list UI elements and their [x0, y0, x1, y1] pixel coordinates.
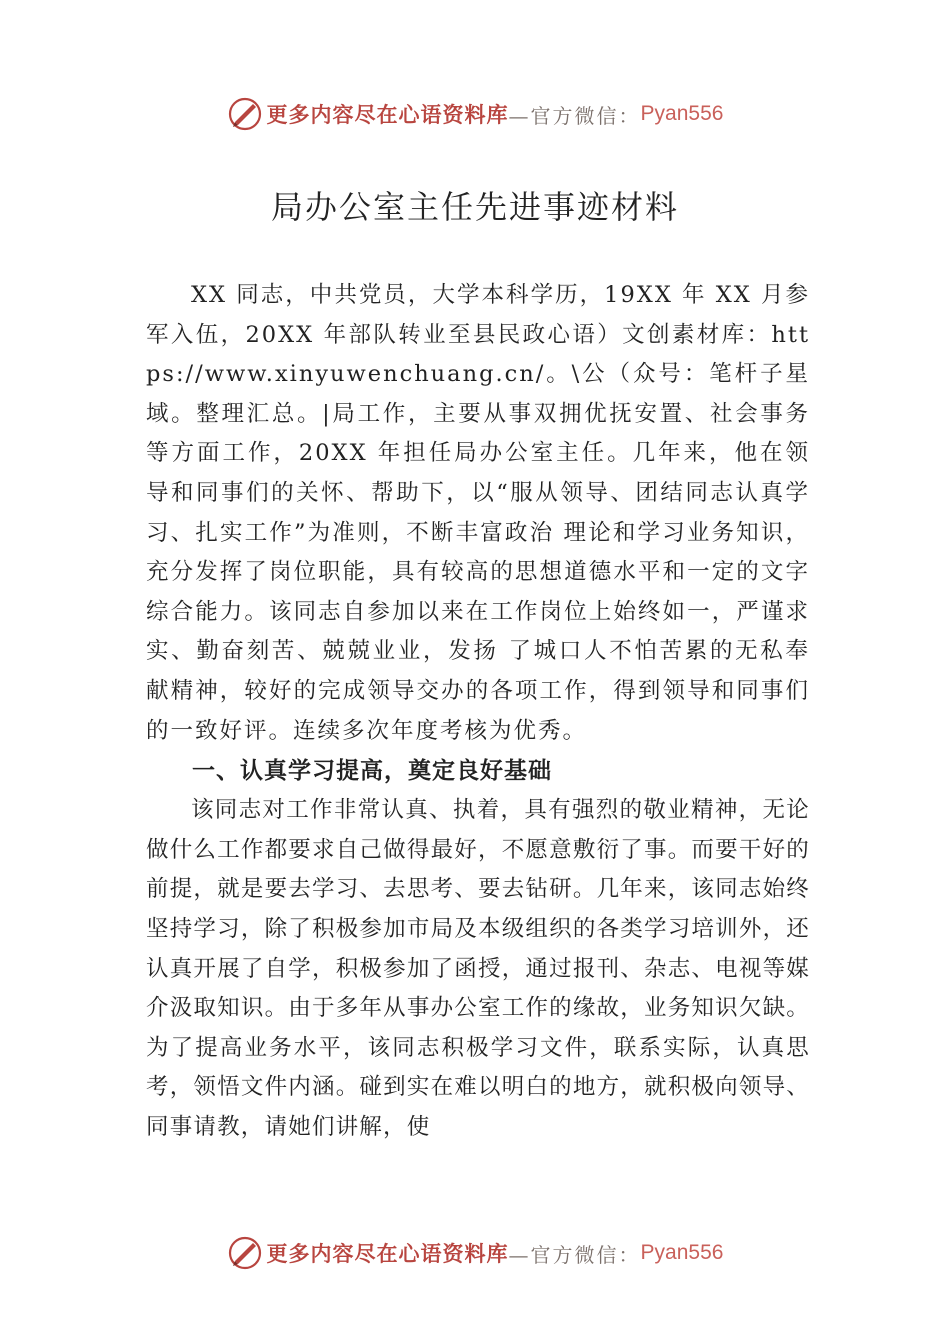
banner-contact-id: Pyan556 [640, 102, 724, 125]
footer-banner [0, 1233, 950, 1273]
intro-paragraph: XX 同志，中共党员，大学本科学历，19XX 年 XX 月参军入伍，20XX 年部队转业至县民政心语）文创素材库：https://www.xinyuwenchuang.cn/。\公（众号：笔杆子星域。整理汇总。|局工作，主要从事双拥优抚安置、社会事务等方面工作，20XX 年担任局办公室主任。几年来，他在领导和同事们的关怀、帮助下，以“服从领导、团结同志认真学习、扎实工作”为准则，不断丰富政治 理论和学习业务知识，充分发挥了岗位职能，具有较高的思想道德水平和一定的文字综合能力。该同志自参加以来在工作岗位上始终如一，严谨求实、勤奋刻苦、兢兢业业，发扬 了城口人不怕苦累的无私奉献精神，较好的完成领导交办的各项工作，得到领导和同事们的一致好评。连续多次年度考核为优秀。 [146, 282, 810, 744]
document-body [146, 276, 810, 1147]
header-banner [0, 94, 950, 134]
section-heading: 一、认真学习提高，奠定良好基础 [192, 758, 552, 785]
banner-contact-label: —官方微信： [508, 103, 641, 128]
document-title: 局办公室主任先进事迹材料 [270, 188, 679, 226]
pen-logo-icon [227, 1235, 263, 1271]
banner-contact-label: —官方微信： [508, 1242, 641, 1267]
section-paragraph: 该同志对工作非常认真、执着，具有强烈的敬业精神，无论做什么工作都要求自己做得最好，不愿意敷衍了事。而要干好的前提，就是要去学习、去思考、要去钻研。几年来，该同志始终坚持学习，除了积极参加市局及本级组织的各类学习培训外，还认真开展了自学，积极参加了函授，通过报刊、杂志、电视等媒介汲取知识。由于多年从事办公室工作的缘故，业务知识欠缺。为了提高业务水平，该同志积极学习文件，联系实际，认真思考，领悟文件内涵。碰到实在难以明白的地方，就积极向领导、同事请教，请她们讲解，使 [146, 797, 810, 1140]
banner-brand-text: 更多内容尽在心语资料库 [266, 102, 509, 127]
banner-contact-id: Pyan556 [640, 1241, 724, 1264]
banner-brand-text: 更多内容尽在心语资料库 [266, 1241, 509, 1266]
pen-logo-icon [227, 96, 263, 132]
